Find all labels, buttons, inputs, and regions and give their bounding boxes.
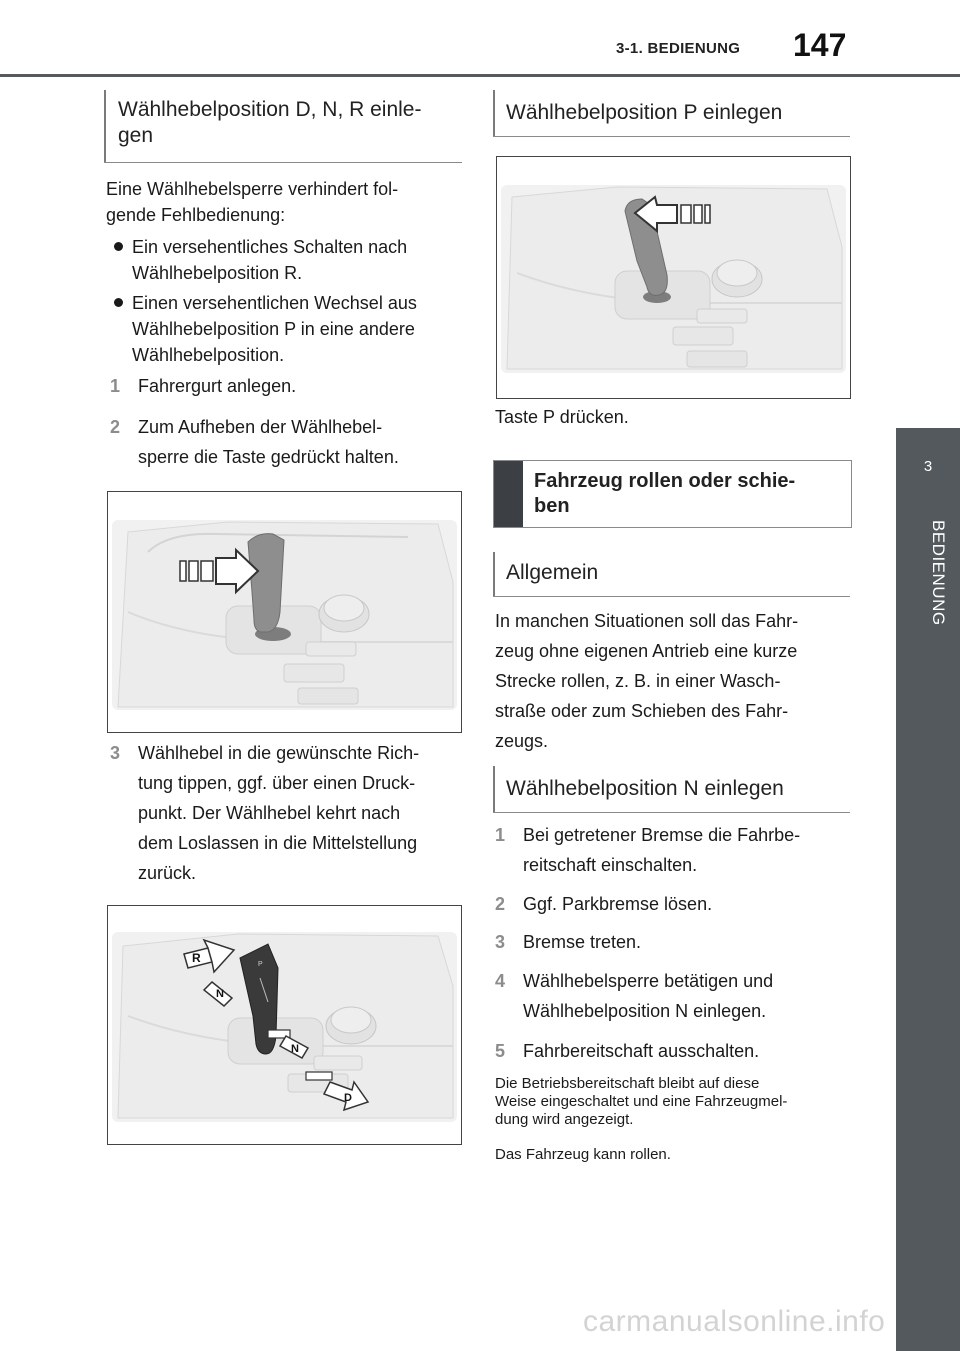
neutral-step-1-line2: reitschaft einschalten.: [523, 855, 698, 875]
step-number: 2: [495, 894, 506, 914]
bullet-dot: [114, 298, 123, 307]
heading-park-text: Wählhebelposition P einlegen: [506, 101, 783, 124]
general-line1: In manchen Situationen soll das Fahr-: [495, 611, 799, 631]
step-number: 1: [110, 376, 121, 396]
step-3: [110, 738, 460, 888]
neutral-step-5: [495, 1036, 850, 1066]
neutral-step-5-text: Fahrbereitschaft ausschalten.: [523, 1041, 760, 1061]
chapter-number: 3: [923, 458, 933, 475]
step-3-line2: tung tippen, ggf. über einen Druck-: [138, 773, 416, 793]
general-line4: straße oder zum Schieben des Fahr-: [495, 701, 789, 721]
heading-dnr-line1: Wählhebelposition D, N, R einle-: [118, 98, 422, 121]
note-line2: Weise eingeschaltet und eine Fahrzeugmel-: [495, 1093, 788, 1110]
page-number: 147: [793, 27, 847, 63]
heading-park-rule: [493, 136, 850, 137]
neutral-step-2-text: Ggf. Parkbremse lösen.: [523, 894, 713, 914]
figure-unlock-button: [107, 491, 462, 733]
arrow-n-label: N: [216, 988, 224, 1000]
heading-roll: [493, 460, 852, 528]
figure-shift-illustration: [108, 906, 461, 1144]
heading-roll-line2: ben: [534, 495, 570, 517]
neutral-step-4-line1: Wählhebelsperre betätigen und: [523, 971, 774, 991]
heading-neutral-text: Wählhebelposition N einlegen: [506, 777, 784, 800]
step-3-line3: punkt. Der Wählhebel kehrt nach: [138, 803, 401, 823]
note-rolling: Das Fahrzeug kann rollen.: [495, 1146, 671, 1163]
note-line3: dung wird angezeigt.: [495, 1111, 634, 1128]
step-2-line1: Zum Aufheben der Wählhebel-: [138, 417, 383, 437]
neutral-step-2: [495, 889, 850, 919]
heading-roll-line1: Fahrzeug rollen oder schie-: [534, 470, 796, 492]
heading-dnr-rule: [104, 162, 462, 163]
figure-unlock-illustration: [108, 492, 461, 732]
heading-roll-marker: [494, 461, 523, 527]
heading-neutral-rule: [493, 812, 850, 813]
arrow-n2-label: N: [291, 1043, 299, 1055]
step-3-line5: zurück.: [138, 863, 197, 883]
step-number: 4: [495, 971, 506, 991]
chapter-name: BEDIENUNG: [929, 520, 948, 626]
neutral-step-3: [495, 927, 850, 957]
step-number: 3: [110, 743, 121, 763]
figure-park-illustration: [497, 157, 850, 398]
heading-general-text: Allgemein: [506, 561, 599, 584]
step-number: 1: [495, 825, 506, 845]
heading-park: [493, 90, 852, 136]
bullet-1-line2: Wählhebelposition R.: [132, 263, 303, 283]
step-3-line4: dem Loslassen in die Mittelstellung: [138, 833, 418, 853]
lever-p-label: P: [258, 961, 263, 968]
caption-park: Taste P drücken.: [495, 407, 629, 427]
neutral-step-1-line1: Bei getretener Bremse die Fahrbe-: [523, 825, 801, 845]
arrow-r-label: R: [192, 951, 201, 965]
step-1: [110, 373, 460, 399]
step-number: 5: [495, 1041, 506, 1061]
general-line5: zeugs.: [495, 731, 549, 751]
step-2-line2: sperre die Taste gedrückt halten.: [138, 447, 399, 467]
heading-dnr-line2: gen: [118, 124, 154, 147]
note-operation: [495, 1075, 850, 1129]
step-number: 2: [110, 417, 121, 437]
heading-neutral: [493, 766, 852, 812]
neutral-step-4: [495, 966, 850, 1026]
note-line1: Die Betriebsbereitschaft bleibt auf diese: [495, 1075, 760, 1092]
watermark: carmanualsonline.info: [583, 1305, 886, 1338]
step-number: 3: [495, 932, 506, 952]
intro-line1: Eine Wählhebelsperre verhindert fol-: [106, 179, 399, 199]
neutral-step-3-text: Bremse treten.: [523, 932, 642, 952]
section-title: 3-1. BEDIENUNG: [616, 40, 741, 57]
intro-line2: gende Fehlbedienung:: [106, 205, 286, 225]
header-rule: [0, 74, 960, 77]
heading-dnr: [104, 90, 464, 162]
general-paragraph: [495, 606, 850, 756]
bullet-dot: [114, 242, 123, 251]
bullet-2-line3: Wählhebelposition.: [132, 345, 285, 365]
step-2: [110, 412, 460, 472]
step-1-text: Fahrergurt anlegen.: [138, 376, 297, 396]
bullet-item-2: [110, 290, 460, 368]
bullet-2-line1: Einen versehentlichen Wechsel aus: [132, 293, 417, 313]
figure-shift-directions: [107, 905, 462, 1145]
bullet-item-1: [110, 234, 460, 286]
chapter-strip: [896, 508, 960, 1351]
bullet-2-line2: Wählhebelposition P in eine andere: [132, 319, 415, 339]
bullet-1-line1: Ein versehentliches Schalten nach: [132, 237, 408, 257]
neutral-step-4-line2: Wählhebelposition N einlegen.: [523, 1001, 767, 1021]
arrow-d-label: D: [344, 1092, 352, 1104]
general-line2: zeug ohne eigenen Antrieb eine kurze: [495, 641, 798, 661]
figure-park-button: [496, 156, 851, 399]
heading-general: [493, 552, 852, 596]
neutral-step-1: [495, 820, 850, 880]
heading-general-rule: [493, 596, 850, 597]
step-3-line1: Wählhebel in die gewünschte Rich-: [138, 743, 420, 763]
general-line3: Strecke rollen, z. B. in einer Wasch-: [495, 671, 781, 691]
